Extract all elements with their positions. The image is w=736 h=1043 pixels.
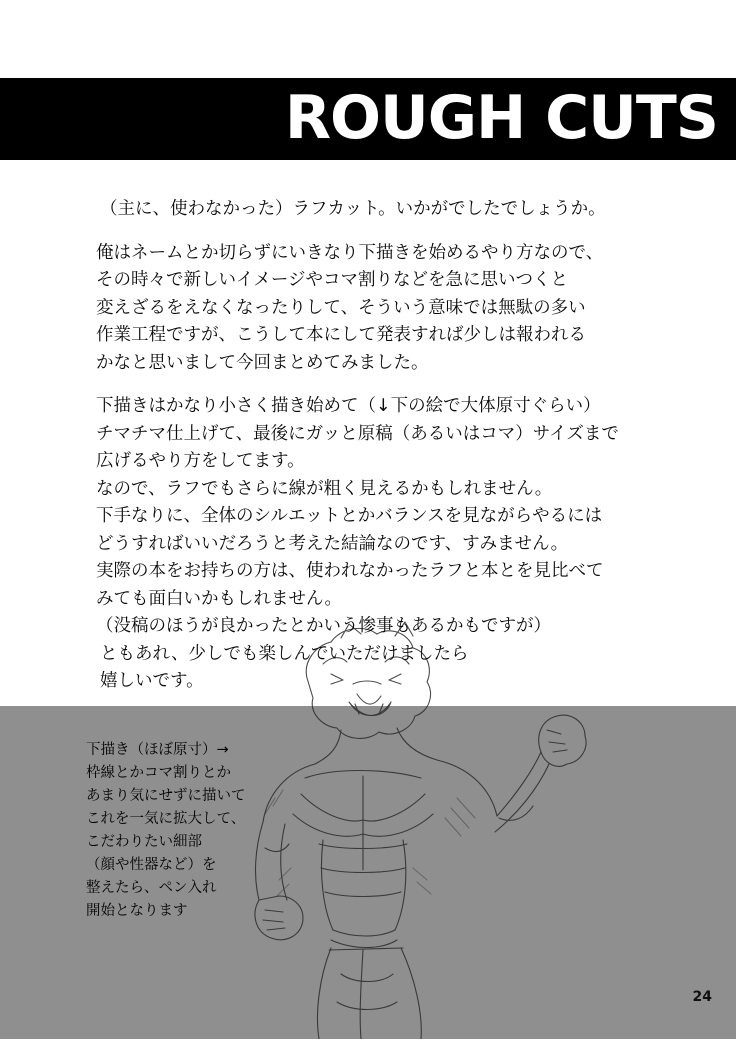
illustration-caption: 下描き（ほぼ原寸）→ 枠線とかコマ割りとか あまり気にせずに描いて これを一気に拡大して、 こだわりたい細部 （顔や性器など）を 整えたら、ペン入れ 開始となります	[86, 742, 246, 919]
body-text	[96, 196, 676, 696]
title-banner	[0, 78, 736, 160]
paragraph-2: 俺はネームとか切らずにいきなり下描きを始めるやり方なので、 その時々で新しいイメージやコマ割りなどを急に思いつくと 変えざるをえなくなったりして、そういう意味では無駄の多い 作業工程ですが、こうして本にして発表すれば少しは報われる かなと思いまして今回まとめてみました。	[96, 242, 604, 373]
page-title: ROUGH CUTS	[284, 82, 718, 153]
paragraph-3: 下描きはかなり小さく描き始めて（↓下の絵で大体原寸ぐらい） チマチマ仕上げて、最後にガッと原稿（あるいはコマ）サイズまで 広げるやり方をしてます。 なので、ラフでもさらに線が粗く見えるかもしれません。 下手なりに、全体のシルエットとかバランスを見ながらやるには どうすればいいだろうと考えた結論なのです、すみません。 実際の本をお持ちの方は、使われなかったラフと本とを見比べて みても面白いかもしれません。 （没稿のほうが良かったとかいう惨事もあるかもですが） ともあれ、少しでも楽しんでいただけましたら 嬉しいです。	[96, 396, 619, 691]
paragraph-1: （主に、使わなかった）ラフカット。いかがでしたでしょうか。	[100, 199, 606, 219]
page-number: 24	[692, 989, 712, 1005]
